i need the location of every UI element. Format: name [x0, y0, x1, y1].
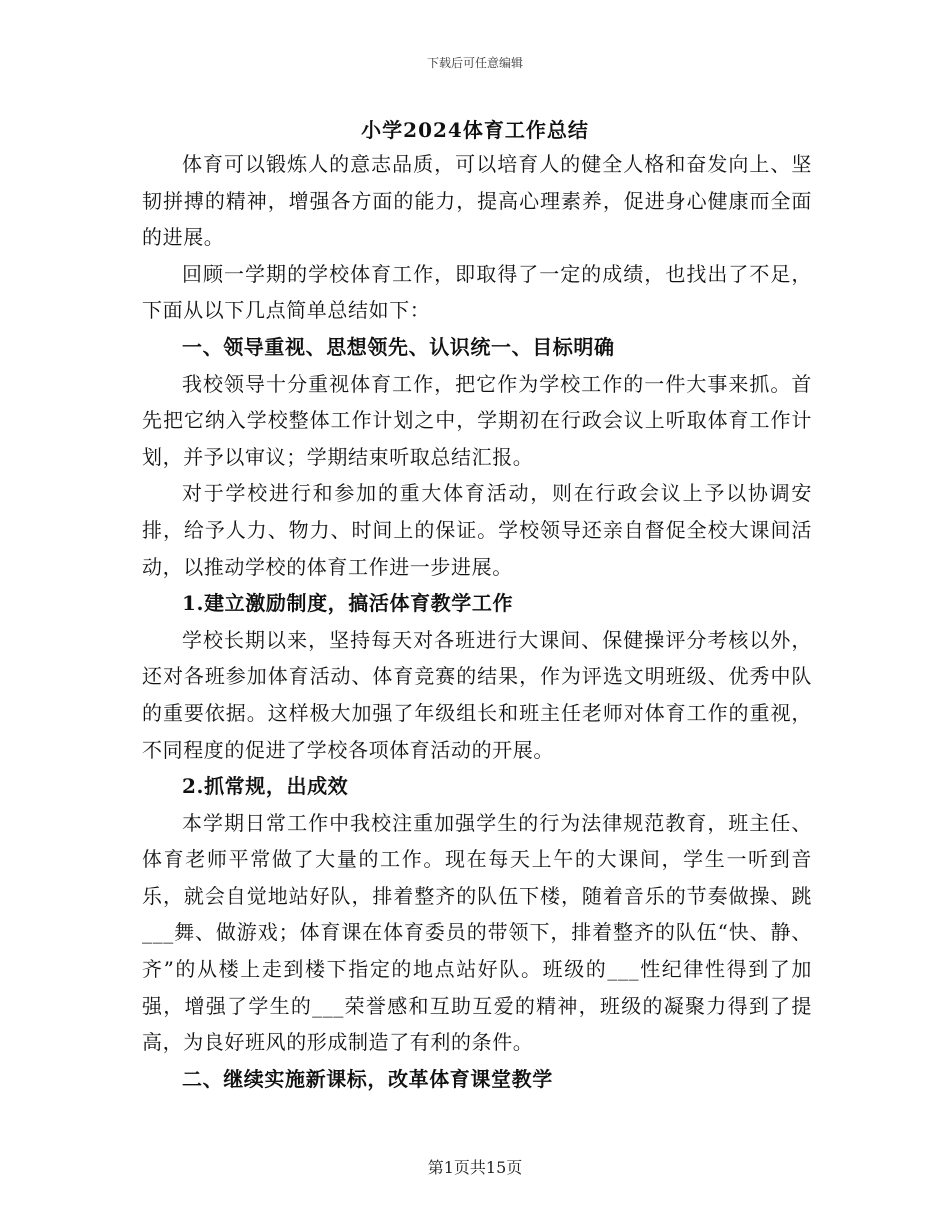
document-body — [142, 146, 812, 1097]
section-heading: 一、领导重视、思想领先、认识统一、目标明确 — [182, 334, 615, 359]
paragraph: 对于学校进行和参加的重大体育活动，则在行政会议上予以协调安排，给予人力、物力、时间上的保证。学校领导还亲自督促全校大课间活动，以推动学校的体育工作进一步进展。 — [142, 481, 812, 579]
document-title: 小学2024体育工作总结 — [361, 118, 589, 142]
paragraph: 我校领导十分重视体育工作，把它作为学校工作的一件大事来抓。首先把它纳入学校整体工作计划之中，学期初在行政会议上听取体育工作计划，并予以审议；学期结束听取总结汇报。 — [142, 371, 812, 469]
subsection-heading: 1.建立激励制度，搞活体育教学工作 — [182, 591, 514, 616]
section-heading: 二、继续实施新课标，改革体育课堂教学 — [182, 1066, 553, 1091]
paragraph: 学校长期以来，坚持每天对各班进行大课间、保健操评分考核以外，还对各班参加体育活动、体育竞赛的结果，作为评选文明班级、优秀中队的重要依据。这样极大加强了年级组长和班主任老师对体育工作的重视，不同程度的促进了学校各项体育活动的开展。 — [142, 627, 812, 762]
paragraph: 本学期日常工作中我校注重加强学生的行为法律规范教育，班主任、体育老师平常做了大量的工作。现在每天上午的大课间，学生一听到音乐，就会自觉地站好队，排着整齐的队伍下楼，随着音乐的节奏做操、跳___舞、做游戏；体育课在体育委员的带领下，排着整齐的队伍“快、静、齐”的从楼上走到楼下指定的地点站好队。班级的___性纪律性得到了加强，增强了学生的___荣誉感和互助互爱的精神，班级的凝聚力得到了提高，为良好班风的形成制造了有利的条件。 — [142, 810, 812, 1055]
page-number: 第1页共15页 — [427, 1158, 523, 1177]
paragraph: 回顾一学期的学校体育工作，即取得了一定的成绩，也找出了不足，下面从以下几点简单总结如下： — [142, 261, 812, 323]
subsection-heading: 2.抓常规，出成效 — [182, 774, 349, 799]
page-header: 下载后可任意编辑 — [426, 56, 523, 70]
paragraph: 体育可以锻炼人的意志品质，可以培育人的健全人格和奋发向上、坚韧拼搏的精神，增强各方面的能力，提高心理素养，促进身心健康而全面的进展。 — [142, 152, 812, 250]
